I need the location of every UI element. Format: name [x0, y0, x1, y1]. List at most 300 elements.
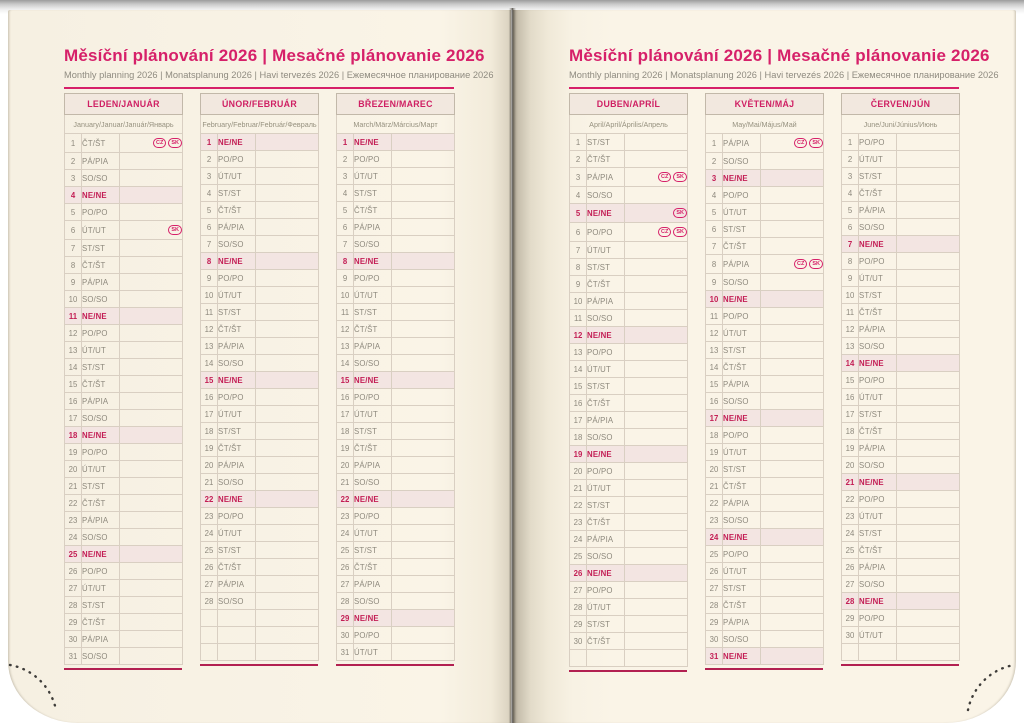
day-number: 4 — [570, 187, 587, 204]
day-number: 22 — [65, 495, 82, 512]
page-subtitle: Monthly planning 2026 | Monatsplanung 2026 | Havi tervezés 2026 | Ежемесячное планирование 2026 — [64, 70, 494, 80]
day-abbrev: PÁ/PIA — [354, 457, 392, 474]
month-table — [64, 93, 183, 665]
day-abbrev: ČT/ŠT — [354, 321, 392, 338]
day-note-cell — [392, 236, 455, 253]
day-number: 7 — [65, 240, 82, 257]
day-abbrev: NE/NE — [218, 372, 256, 389]
day-number: 10 — [65, 291, 82, 308]
day-number — [201, 627, 218, 644]
day-number: 5 — [337, 202, 354, 219]
day-row — [570, 531, 688, 548]
day-abbrev: ST/ST — [354, 542, 392, 559]
day-number: 26 — [706, 563, 723, 580]
day-abbrev: PÁ/PIA — [723, 134, 761, 153]
day-number: 29 — [337, 610, 354, 627]
day-note-cell — [256, 151, 319, 168]
day-row — [570, 344, 688, 361]
day-abbrev: NE/NE — [587, 565, 625, 582]
day-note-cell — [625, 548, 688, 565]
day-note-cell — [120, 325, 183, 342]
day-row — [570, 548, 688, 565]
day-note-cell — [897, 491, 960, 508]
day-row — [337, 134, 455, 151]
day-number: 19 — [65, 444, 82, 461]
day-abbrev: SO/SO — [354, 355, 392, 372]
day-number: 24 — [65, 529, 82, 546]
day-note-cell — [392, 491, 455, 508]
day-abbrev: NE/NE — [723, 529, 761, 546]
page-subtitle: Monthly planning 2026 | Monatsplanung 2026 | Havi tervezés 2026 | Ежемесячное планирование 2026 — [569, 70, 999, 80]
day-number: 14 — [337, 355, 354, 372]
day-number: 9 — [842, 270, 859, 287]
day-abbrev: PO/PO — [82, 444, 120, 461]
day-number: 28 — [570, 599, 587, 616]
day-abbrev: ST/ST — [587, 134, 625, 151]
day-number: 14 — [842, 355, 859, 372]
day-row — [706, 187, 824, 204]
day-abbrev: PÁ/PIA — [587, 293, 625, 310]
day-abbrev: NE/NE — [354, 134, 392, 151]
day-note-cell — [392, 338, 455, 355]
day-abbrev: SO/SO — [218, 593, 256, 610]
day-number: 28 — [706, 597, 723, 614]
day-abbrev: ČT/ŠT — [218, 440, 256, 457]
day-row — [65, 461, 183, 478]
day-abbrev: ČT/ŠT — [354, 202, 392, 219]
day-note-cell — [120, 342, 183, 359]
day-number: 8 — [65, 257, 82, 274]
day-number: 30 — [337, 627, 354, 644]
day-note-cell — [761, 648, 824, 665]
day-note-cell — [761, 614, 824, 631]
day-note-cell — [120, 376, 183, 393]
day-abbrev: PO/PO — [218, 151, 256, 168]
day-note-cell — [761, 291, 824, 308]
day-number: 6 — [842, 219, 859, 236]
day-row — [570, 361, 688, 378]
day-number: 2 — [65, 153, 82, 170]
day-number: 29 — [570, 616, 587, 633]
day-note-cell — [120, 221, 183, 240]
day-number: 7 — [337, 236, 354, 253]
day-note-cell — [120, 546, 183, 563]
day-number: 9 — [706, 274, 723, 291]
holiday-badge-sk: SK — [809, 259, 823, 269]
day-row — [65, 410, 183, 427]
day-row — [842, 134, 960, 151]
day-note-cell — [761, 393, 824, 410]
day-abbrev: PO/PO — [354, 151, 392, 168]
day-number: 5 — [570, 204, 587, 223]
day-number: 28 — [337, 593, 354, 610]
month-bottom-rule — [705, 668, 823, 670]
day-abbrev: ÚT/UT — [354, 287, 392, 304]
day-number: 20 — [706, 461, 723, 478]
day-abbrev: PÁ/PIA — [218, 219, 256, 236]
day-number: 16 — [706, 393, 723, 410]
day-note-cell — [392, 440, 455, 457]
holiday-badge-sk: SK — [168, 225, 182, 235]
day-number: 6 — [706, 221, 723, 238]
day-number: 8 — [706, 255, 723, 274]
day-row — [842, 389, 960, 406]
day-abbrev: SO/SO — [723, 631, 761, 648]
day-note-cell — [761, 342, 824, 359]
day-number: 31 — [65, 648, 82, 665]
day-row — [201, 219, 319, 236]
day-note-cell — [392, 576, 455, 593]
day-abbrev: ST/ST — [218, 423, 256, 440]
day-abbrev: PO/PO — [82, 204, 120, 221]
day-note-cell — [897, 440, 960, 457]
day-number — [842, 644, 859, 661]
day-number: 28 — [65, 597, 82, 614]
day-row — [570, 310, 688, 327]
day-note-cell — [625, 446, 688, 463]
day-row — [201, 389, 319, 406]
day-note-cell — [897, 151, 960, 168]
day-row — [706, 461, 824, 478]
day-abbrev: PÁ/PIA — [859, 321, 897, 338]
month-days-body — [706, 134, 824, 665]
day-abbrev: ČT/ŠT — [859, 185, 897, 202]
day-number: 4 — [337, 185, 354, 202]
day-number: 17 — [201, 406, 218, 423]
day-abbrev: SO/SO — [859, 457, 897, 474]
day-number: 23 — [842, 508, 859, 525]
day-number: 10 — [706, 291, 723, 308]
day-note-cell — [625, 276, 688, 293]
day-abbrev: PÁ/PIA — [218, 457, 256, 474]
day-row — [842, 627, 960, 644]
day-note-cell — [256, 474, 319, 491]
day-row — [337, 253, 455, 270]
day-number: 1 — [65, 134, 82, 153]
day-number: 18 — [201, 423, 218, 440]
day-number: 28 — [201, 593, 218, 610]
day-abbrev: ÚT/UT — [859, 627, 897, 644]
day-row — [337, 559, 455, 576]
day-note-cell — [120, 444, 183, 461]
page-title: Měsíční plánování 2026 | Mesačné plánovanie 2026 — [569, 46, 990, 65]
day-row — [65, 546, 183, 563]
day-number: 10 — [570, 293, 587, 310]
day-row — [337, 525, 455, 542]
day-abbrev: SO/SO — [723, 512, 761, 529]
day-number: 25 — [65, 546, 82, 563]
day-abbrev: NE/NE — [859, 236, 897, 253]
day-number: 19 — [570, 446, 587, 463]
day-note-cell — [761, 631, 824, 648]
month-title: BŘEZEN/MAREC — [337, 94, 455, 115]
day-number: 27 — [706, 580, 723, 597]
day-abbrev: ST/ST — [723, 461, 761, 478]
holiday-badge-sk: SK — [673, 208, 687, 218]
day-note-cell — [897, 185, 960, 202]
day-number: 29 — [65, 614, 82, 631]
day-abbrev: ST/ST — [859, 168, 897, 185]
day-abbrev: PO/PO — [723, 308, 761, 325]
day-number: 7 — [842, 236, 859, 253]
day-number: 25 — [706, 546, 723, 563]
day-note-cell — [256, 576, 319, 593]
day-number: 31 — [337, 644, 354, 661]
day-note-cell — [761, 597, 824, 614]
day-row — [706, 291, 824, 308]
day-note-cell — [120, 427, 183, 444]
month-title: LEDEN/JANUÁR — [65, 94, 183, 115]
day-row — [337, 202, 455, 219]
day-number: 23 — [65, 512, 82, 529]
day-row — [65, 153, 183, 170]
day-note-cell — [392, 474, 455, 491]
day-row — [570, 276, 688, 293]
month-bottom-rule — [569, 670, 687, 672]
day-row — [65, 187, 183, 204]
month-table — [705, 93, 824, 665]
month-table — [569, 93, 688, 667]
month-title: DUBEN/APRÍL — [570, 94, 688, 115]
day-note-cell — [120, 512, 183, 529]
right-page — [513, 10, 1016, 723]
day-row — [570, 378, 688, 395]
day-row — [706, 580, 824, 597]
day-abbrev: PÁ/PIA — [587, 412, 625, 429]
day-number: 1 — [842, 134, 859, 151]
day-abbrev: PO/PO — [354, 389, 392, 406]
day-row — [570, 582, 688, 599]
day-note-cell — [625, 412, 688, 429]
day-note-cell — [897, 202, 960, 219]
day-note-cell — [120, 478, 183, 495]
holiday-badge-cz: CZ — [658, 227, 671, 237]
day-abbrev: ST/ST — [354, 423, 392, 440]
day-abbrev: SO/SO — [587, 429, 625, 446]
day-abbrev: SO/SO — [723, 274, 761, 291]
day-note-cell — [392, 508, 455, 525]
day-number: 18 — [842, 423, 859, 440]
left-page-content — [64, 46, 494, 670]
day-note-cell — [256, 338, 319, 355]
day-note-cell — [256, 440, 319, 457]
day-note-cell — [256, 593, 319, 610]
day-abbrev: ČT/ŠT — [218, 202, 256, 219]
day-abbrev: NE/NE — [723, 291, 761, 308]
day-number: 29 — [706, 614, 723, 631]
day-abbrev: ÚT/UT — [218, 406, 256, 423]
day-abbrev: ST/ST — [354, 185, 392, 202]
day-row — [842, 576, 960, 593]
day-number: 8 — [337, 253, 354, 270]
day-number: 25 — [337, 542, 354, 559]
day-note-cell — [392, 457, 455, 474]
day-note-cell — [897, 389, 960, 406]
day-note-cell — [120, 597, 183, 614]
day-number: 17 — [65, 410, 82, 427]
day-note-cell — [256, 644, 319, 661]
day-row — [842, 270, 960, 287]
day-row — [201, 593, 319, 610]
title-rule — [64, 87, 454, 89]
day-note-cell — [392, 168, 455, 185]
day-abbrev: PO/PO — [218, 270, 256, 287]
day-abbrev: NE/NE — [354, 491, 392, 508]
day-abbrev: SO/SO — [859, 338, 897, 355]
day-abbrev: NE/NE — [723, 410, 761, 427]
day-number: 27 — [842, 576, 859, 593]
day-note-cell — [256, 304, 319, 321]
day-number: 3 — [337, 168, 354, 185]
day-abbrev: PO/PO — [859, 134, 897, 151]
day-note-cell — [625, 293, 688, 310]
day-note-cell — [392, 202, 455, 219]
day-abbrev: ČT/ŠT — [354, 559, 392, 576]
day-number: 15 — [201, 372, 218, 389]
day-number: 22 — [570, 497, 587, 514]
day-row — [337, 610, 455, 627]
day-note-cell — [897, 168, 960, 185]
day-row — [706, 563, 824, 580]
month-bottom-rule — [200, 664, 318, 666]
day-number: 8 — [842, 253, 859, 270]
day-abbrev: ČT/ŠT — [82, 376, 120, 393]
day-note-cell — [392, 151, 455, 168]
day-abbrev: ČT/ŠT — [354, 440, 392, 457]
day-abbrev: ČT/ŠT — [587, 276, 625, 293]
day-number: 12 — [842, 321, 859, 338]
day-row — [842, 304, 960, 321]
day-note-cell — [120, 359, 183, 376]
day-abbrev — [218, 610, 256, 627]
day-number: 12 — [706, 325, 723, 342]
day-number: 13 — [706, 342, 723, 359]
day-note-cell — [897, 236, 960, 253]
day-note-cell — [625, 242, 688, 259]
day-note-cell — [625, 223, 688, 242]
day-abbrev: ČT/ŠT — [859, 304, 897, 321]
day-abbrev: PÁ/PIA — [587, 531, 625, 548]
day-row — [201, 185, 319, 202]
day-row — [65, 342, 183, 359]
day-note-cell — [761, 359, 824, 376]
day-row — [570, 497, 688, 514]
day-abbrev: SO/SO — [218, 355, 256, 372]
holiday-badge-sk: SK — [673, 227, 687, 237]
month-days-body — [842, 134, 960, 661]
day-number: 1 — [570, 134, 587, 151]
day-number: 6 — [201, 219, 218, 236]
day-row — [842, 593, 960, 610]
month-table — [336, 93, 455, 661]
day-row — [201, 423, 319, 440]
day-abbrev: NE/NE — [82, 546, 120, 563]
day-number: 26 — [570, 565, 587, 582]
day-note-cell — [897, 542, 960, 559]
day-note-cell — [256, 321, 319, 338]
day-row — [65, 427, 183, 444]
day-abbrev: SO/SO — [82, 291, 120, 308]
day-number: 11 — [65, 308, 82, 325]
day-row — [201, 355, 319, 372]
day-number: 2 — [337, 151, 354, 168]
day-number: 21 — [706, 478, 723, 495]
day-note-cell — [897, 525, 960, 542]
day-row — [706, 529, 824, 546]
day-number: 4 — [842, 185, 859, 202]
day-abbrev: PO/PO — [354, 627, 392, 644]
day-abbrev: ST/ST — [723, 342, 761, 359]
day-abbrev: PÁ/PIA — [859, 559, 897, 576]
day-row — [842, 559, 960, 576]
day-abbrev: PÁ/PIA — [723, 495, 761, 512]
holiday-badge-sk: SK — [673, 172, 687, 182]
day-note-cell — [120, 187, 183, 204]
day-note-cell — [120, 291, 183, 308]
day-note-cell — [256, 287, 319, 304]
day-note-cell — [392, 253, 455, 270]
day-abbrev: PO/PO — [354, 270, 392, 287]
day-note-cell — [897, 593, 960, 610]
day-number: 27 — [570, 582, 587, 599]
day-row — [706, 308, 824, 325]
day-abbrev: ÚT/UT — [859, 389, 897, 406]
day-abbrev: ST/ST — [218, 185, 256, 202]
day-row — [337, 219, 455, 236]
day-note-cell — [625, 497, 688, 514]
empty-row — [842, 644, 960, 661]
day-row — [842, 253, 960, 270]
day-number: 15 — [337, 372, 354, 389]
day-row — [337, 406, 455, 423]
day-number: 2 — [842, 151, 859, 168]
day-note-cell — [256, 423, 319, 440]
day-note-cell — [120, 204, 183, 221]
day-note-cell — [256, 406, 319, 423]
day-abbrev: PO/PO — [859, 253, 897, 270]
day-number: 23 — [706, 512, 723, 529]
day-row — [65, 614, 183, 631]
holiday-badge-cz: CZ — [794, 259, 807, 269]
book-gutter — [509, 8, 516, 723]
day-abbrev: ST/ST — [218, 542, 256, 559]
day-row — [65, 495, 183, 512]
day-number: 27 — [65, 580, 82, 597]
day-abbrev: ÚT/UT — [723, 563, 761, 580]
day-number: 17 — [337, 406, 354, 423]
day-abbrev: SO/SO — [82, 410, 120, 427]
day-note-cell — [120, 257, 183, 274]
day-row — [570, 412, 688, 429]
day-note-cell — [625, 531, 688, 548]
day-note-cell — [761, 170, 824, 187]
day-note-cell — [761, 376, 824, 393]
day-number: 16 — [842, 389, 859, 406]
day-number: 18 — [706, 427, 723, 444]
day-row — [337, 593, 455, 610]
day-row — [570, 327, 688, 344]
day-row — [65, 274, 183, 291]
day-row — [65, 221, 183, 240]
day-row — [706, 546, 824, 563]
day-abbrev: NE/NE — [587, 204, 625, 223]
day-note-cell — [897, 270, 960, 287]
day-note-cell — [120, 134, 183, 153]
day-abbrev: ÚT/UT — [587, 361, 625, 378]
day-abbrev: SO/SO — [587, 187, 625, 204]
day-number: 11 — [842, 304, 859, 321]
day-number: 13 — [201, 338, 218, 355]
